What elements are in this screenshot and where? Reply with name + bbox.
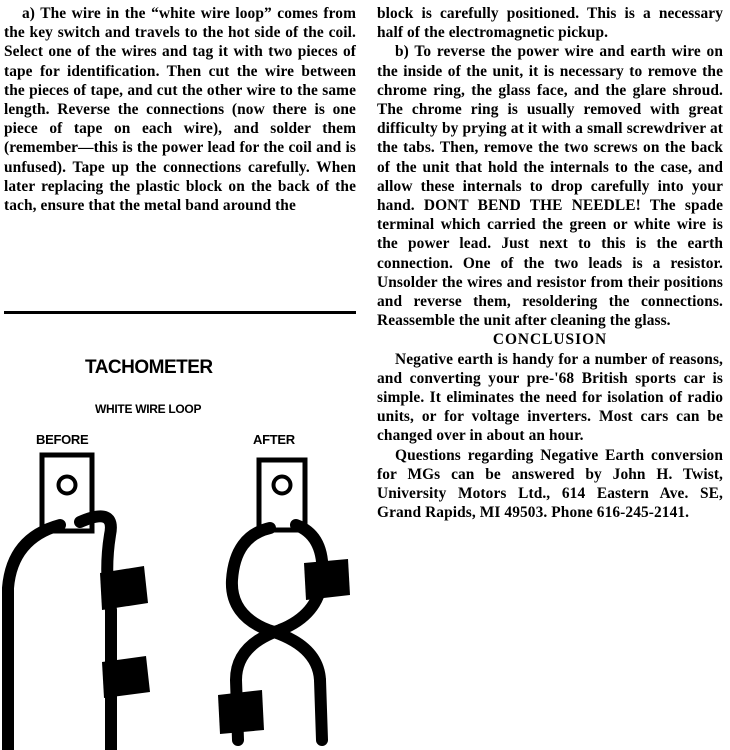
before-tape-upper <box>100 566 148 610</box>
questions-paragraph: Questions regarding Negative Earth conversion for MGs can be answered by John H. Twist, University Motors Ltd., 614 Eastern Ave. SE, Grand Rapids, MI 49503. Phone 616-245-2141. <box>377 446 723 522</box>
before-label: BEFORE <box>36 432 89 447</box>
continuation-paragraph: block is carefully positioned. This is a necessary half of the electromagnetic pickup. <box>377 5 723 42</box>
after-terminal-hole <box>274 477 291 494</box>
conclusion-heading: CONCLUSION <box>492 331 608 349</box>
after-label: AFTER <box>253 432 295 447</box>
figure-title: TACHOMETER <box>85 357 213 378</box>
after-wire-right-tail <box>320 680 322 740</box>
paragraph-a: a) The wire in the “white wire loop” comes from the key switch and travels to the hot side of the coil. Select one of the wires and tag it with two pieces of tape for identification. Then cut the wire between the pieces of tape, and cut the other wire to the same length. Reverse the connections (now there is one piece of tape on each wire), and solder them (remember—this is the power lead for the coil and is unfused). Tape up the connections carefully. When later replacing the plastic block on the back of the tach, ensure that the metal band around the <box>4 5 356 215</box>
paragraph-b: b) To reverse the power wire and earth wire on the inside of the unit, it is necessary to remove the chrome ring, the glass face, and the glare shroud. The chrome ring is usually removed with great difficulty by prying at it with a small screwdriver at the tabs. Then, remove the two screws on the back of the unit that hold the internals to the case, and allow these internals to drop carefully into your hand. DONT BEND THE NEEDLE! The spade terminal which carried the green or white wire is the power lead. Just next to this is the earth connection. One of the two leads is a resistor. Unsolder the wires and resistor from their positions and reverse them, resoldering the connections. Reassemble the unit after cleaning the glass. <box>377 43 723 330</box>
right-column <box>377 4 723 522</box>
before-wire-left <box>8 525 60 750</box>
before-tape-lower <box>102 656 150 698</box>
before-wires <box>8 516 111 750</box>
before-wire-right <box>80 516 111 750</box>
left-column <box>4 4 356 215</box>
after-tape-upper <box>304 559 350 600</box>
after-tape-lower <box>218 690 264 734</box>
conclusion-paragraph: Negative earth is handy for a number of reasons, and converting your pre-'68 British sports car is simple. It eliminates the need for isolation of radio units, or for voltage inverters. Most cars can be changed over in about an hour. <box>377 350 723 445</box>
wire-loop-diagram <box>0 440 370 750</box>
figure-subtitle: WHITE WIRE LOOP <box>95 402 202 416</box>
before-terminal-hole <box>59 477 76 494</box>
section-divider-rule <box>4 311 356 314</box>
